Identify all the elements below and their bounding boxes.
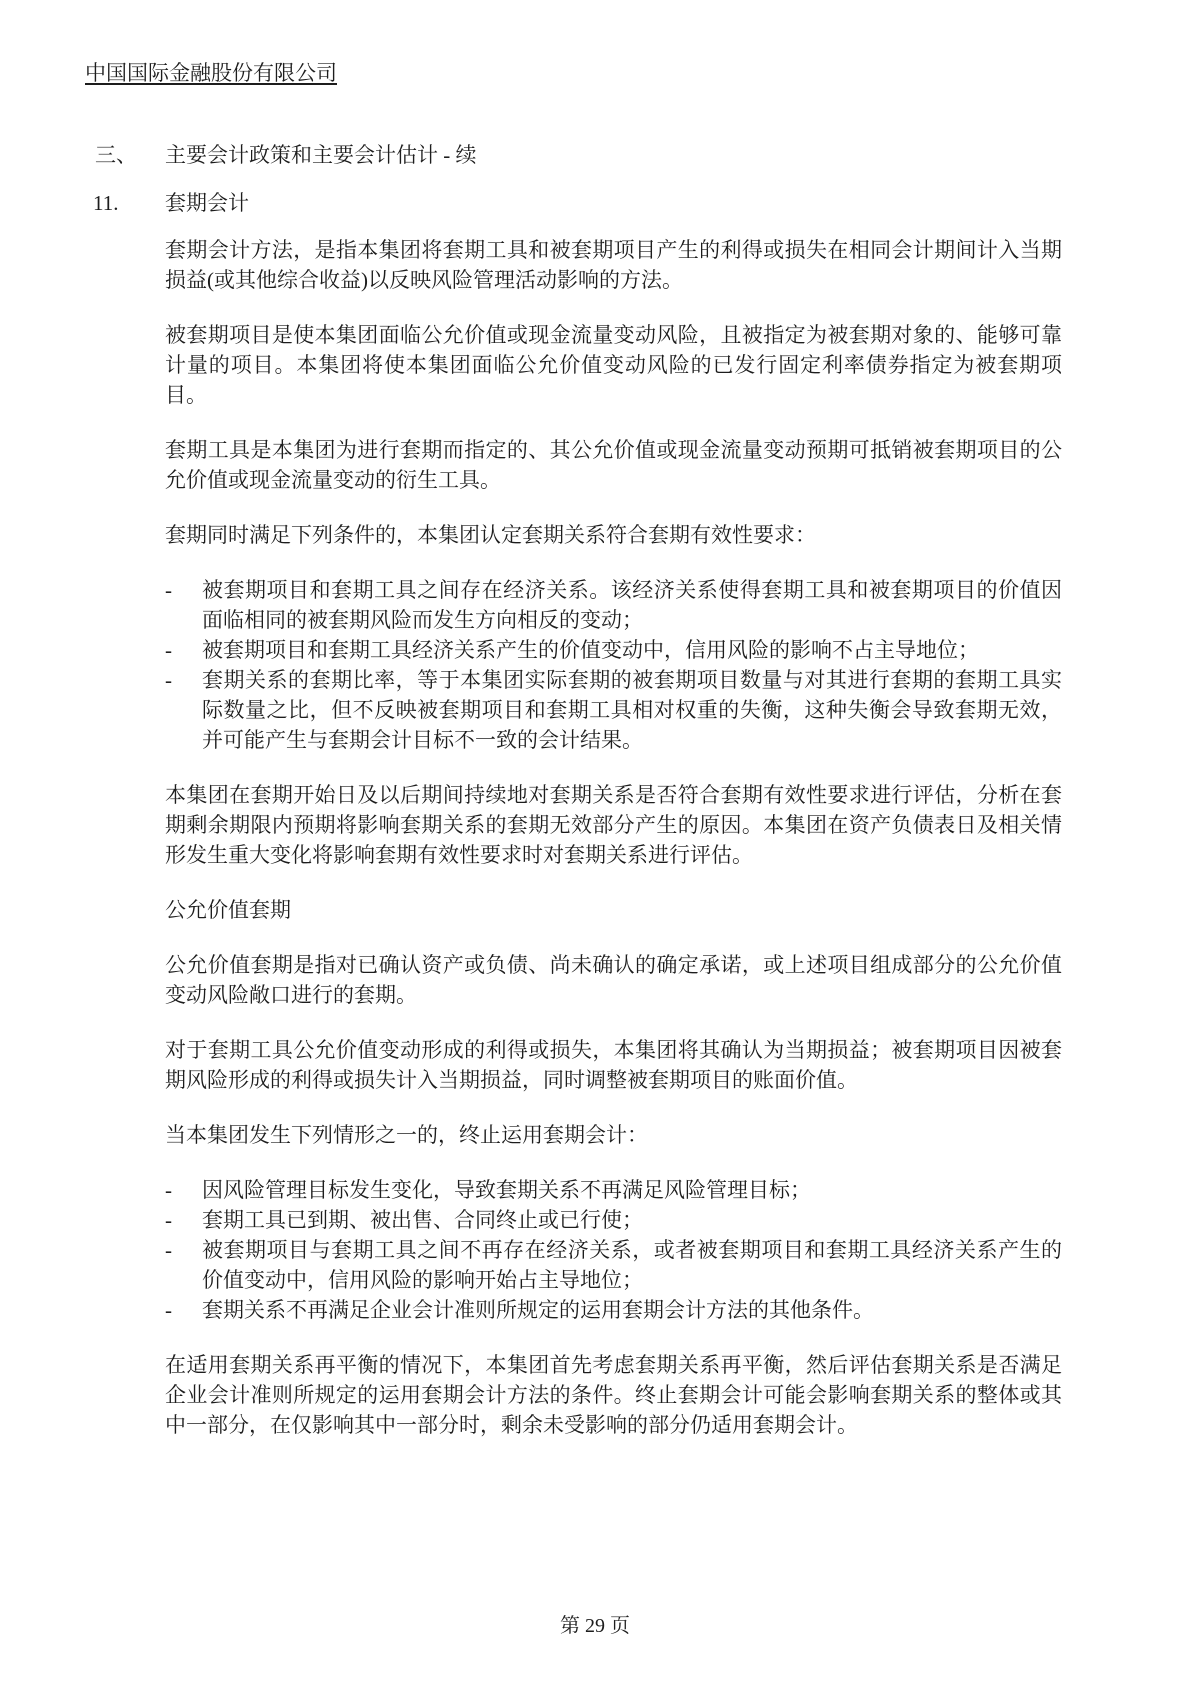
dash-marker: - bbox=[165, 638, 172, 662]
dash-marker: - bbox=[165, 1238, 172, 1262]
paragraph-rebalancing: 在适用套期关系再平衡的情况下，本集团首先考虑套期关系再平衡，然后评估套期关系是否满足企业会计准则所规定的运用套期会计方法的条件。终止套期会计可能会影响套期关系的整体或其中一部分，在仅影响其中一部分时，剩余未受影响的部分仍适用套期会计。 bbox=[165, 1353, 1062, 1437]
dash-marker: - bbox=[165, 578, 172, 602]
paragraph-fair-value-hedge-definition: 公允价值套期是指对已确认资产或负债、尚未确认的确定承诺，或上述项目组成部分的公允价值变动风险敞口进行的套期。 bbox=[165, 953, 1062, 1007]
list-item-text: 被套期项目和套期工具之间存在经济关系。该经济关系使得套期工具和被套期项目的价值因面临相同的被套期风险而发生方向相反的变动； bbox=[202, 578, 1062, 632]
dash-marker: - bbox=[165, 1208, 172, 1232]
list-item-text: 套期工具已到期、被出售、合同终止或已行使； bbox=[202, 1208, 643, 1232]
paragraph-gain-loss-recognition: 对于套期工具公允价值变动形成的利得或损失，本集团将其确认为当期损益；被套期项目因被套期风险形成的利得或损失计入当期损益，同时调整被套期项目的账面价值。 bbox=[165, 1038, 1062, 1092]
list-item bbox=[165, 1175, 1062, 1205]
list-item bbox=[165, 1295, 1062, 1325]
paragraph-effectiveness-intro: 套期同时满足下列条件的，本集团认定套期关系符合套期有效性要求： bbox=[165, 523, 816, 547]
list-item bbox=[165, 1205, 1062, 1235]
item-title: 套期会计 bbox=[165, 191, 249, 215]
dash-marker: - bbox=[165, 668, 172, 692]
list-item-text: 被套期项目和套期工具经济关系产生的价值变动中，信用风险的影响不占主导地位； bbox=[202, 638, 979, 662]
list-item-text: 因风险管理目标发生变化，导致套期关系不再满足风险管理目标； bbox=[202, 1178, 811, 1202]
section-heading bbox=[95, 140, 1190, 170]
company-name: 中国国际金融股份有限公司 bbox=[85, 61, 337, 85]
paragraph-hedge-accounting-method: 套期会计方法，是指本集团将套期工具和被套期项目产生的利得或损失在相同会计期间计入当期损益(或其他综合收益)以反映风险管理活动影响的方法。 bbox=[165, 238, 1062, 292]
list-item bbox=[165, 665, 1062, 755]
dash-marker: - bbox=[165, 1178, 172, 1202]
list-item bbox=[165, 635, 1062, 665]
list-item bbox=[165, 575, 1062, 635]
page-footer bbox=[0, 1612, 1190, 1640]
section-number: 三、 bbox=[95, 143, 137, 167]
item-heading bbox=[93, 188, 1190, 218]
section-title: 主要会计政策和主要会计估计 - 续 bbox=[165, 143, 477, 167]
effectiveness-conditions-list bbox=[165, 575, 1062, 755]
list-item-text: 被套期项目与套期工具之间不再存在经济关系，或者被套期项目和套期工具经济关系产生的价值变动中，信用风险的影响开始占主导地位； bbox=[202, 1238, 1062, 1292]
paragraph-hedged-item: 被套期项目是使本集团面临公允价值或现金流量变动风险，且被指定为被套期对象的、能够可靠计量的项目。本集团将使本集团面临公允价值变动风险的已发行固定利率债券指定为被套期项目。 bbox=[165, 323, 1062, 407]
list-item-text: 套期关系不再满足企业会计准则所规定的运用套期会计方法的其他条件。 bbox=[202, 1298, 874, 1322]
discontinuation-conditions-list bbox=[165, 1175, 1062, 1325]
page-number: 第 29 页 bbox=[560, 1615, 630, 1637]
list-item bbox=[165, 1235, 1062, 1295]
paragraph-ongoing-assessment: 本集团在套期开始日及以后期间持续地对套期关系是否符合套期有效性要求进行评估，分析在套期剩余期限内预期将影响套期关系的套期无效部分产生的原因。本集团在资产负债表日及相关情形发生重大变化将影响套期有效性要求时对套期关系进行评估。 bbox=[165, 783, 1062, 867]
paragraph-hedging-instrument: 套期工具是本集团为进行套期而指定的、其公允价值或现金流量变动预期可抵销被套期项目的公允价值或现金流量变动的衍生工具。 bbox=[165, 438, 1062, 492]
item-number: 11. bbox=[93, 191, 119, 215]
dash-marker: - bbox=[165, 1298, 172, 1322]
paragraph-discontinuation-intro: 当本集团发生下列情形之一的，终止运用套期会计： bbox=[165, 1123, 648, 1147]
list-item-text: 套期关系的套期比率，等于本集团实际套期的被套期项目数量与对其进行套期的套期工具实际数量之比，但不反映被套期项目和套期工具相对权重的失衡，这种失衡会导致套期无效，并可能产生与套期会计目标不一致的会计结果。 bbox=[202, 668, 1062, 752]
company-header bbox=[85, 58, 1190, 88]
body-content bbox=[165, 235, 1062, 1440]
fair-value-hedge-subheading: 公允价值套期 bbox=[165, 898, 291, 922]
